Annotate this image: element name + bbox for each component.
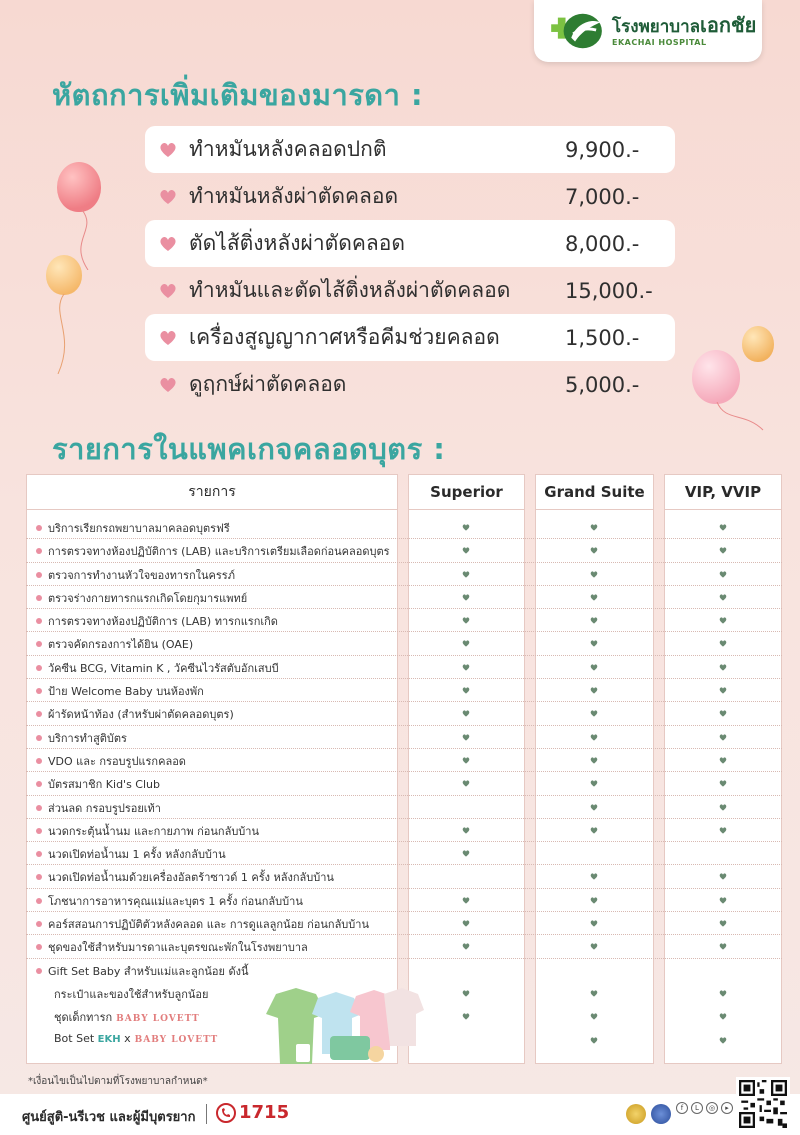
table-row [26,935,782,958]
row-label: นวดเปิดท่อน้ำนมด้วยเครื่องอัลตร้าซาวด์ 1 ครั้ง หลังกลับบ้าน [48,871,334,885]
balloon-orange [46,255,82,295]
row-label: ผ้ารัดหน้าท้อง (สำหรับผ่าตัดคลอดบุตร) [48,708,234,722]
gift-sub-text: Bot Set [54,1031,95,1045]
price-item-name: ตัดไส้ติ่งหลังผ่าตัดคลอด [189,231,406,255]
price-row [145,126,675,173]
row-label: คอร์สสอนการปฏิบัติตัวหลังคลอด และ การดูแลลูกน้อย ก่อนกลับบ้าน [48,918,369,932]
included-mark-superior-icon [462,640,470,647]
gift-sub-label [54,1008,200,1026]
heart-icon [159,377,177,393]
extras-title: หัตถการเพิ่มเติมของมารดา : [52,78,424,112]
table-row [26,796,782,819]
bullet-dot-icon [36,758,42,764]
price-item-name: ดูฤกษ์ผ่าตัดคลอด [189,372,347,396]
qr-code-icon[interactable] [736,1077,790,1131]
bullet-dot-icon [36,898,42,904]
included-mark-grand-suite-icon [590,827,598,834]
price-row [145,361,675,408]
included-mark-superior-icon [462,571,470,578]
included-mark-grand-suite-icon [590,757,598,764]
bullet-dot-icon [36,665,42,671]
baby-lovett-brand: BABY LOVETT [116,1014,200,1025]
row-label: ตรวจการทำงานหัวใจของทารกในครรภ์ [48,568,235,582]
heart-icon [159,330,177,346]
included-mark-superior-icon [462,757,470,764]
included-mark-vip-icon [719,804,727,811]
table-row [26,586,782,609]
hotline-number: 1715 [239,1102,290,1123]
included-mark-grand-suite-icon [590,547,598,554]
included-mark-vip-icon [719,897,727,904]
included-mark-grand-suite-icon [590,943,598,950]
footer-center-name: ศูนย์สูติ-นรีเวช และผู้มีบุตรยาก [22,1110,196,1125]
bullet-dot-icon [36,921,42,927]
row-label: ตรวจร่างกายทารกแรกเกิดโดยกุมารแพทย์ [48,591,248,605]
included-mark-superior-icon [462,920,470,927]
heart-icon [159,142,177,158]
bullet-dot-icon [36,735,42,741]
price-item-name: ทำหมันและตัดไส้ติ่งหลังผ่าตัดคลอด [189,278,511,302]
heart-icon [159,236,177,252]
bullet-dot-icon [36,525,42,531]
table-row [26,842,782,865]
included-mark-superior-icon [462,664,470,671]
included-mark-vip-icon [719,873,727,880]
social-icons [676,1102,733,1114]
included-mark-grand-suite-icon [590,734,598,741]
row-label: วัคซีน BCG, Vitamin K , วัคซีนไวรัสตับอักเสบบี [48,661,279,675]
included-mark-vip-icon [719,757,727,764]
table-row [26,889,782,912]
included-mark-grand-suite-icon [590,920,598,927]
logo-name-prefix: โรงพยาบาล [612,17,701,37]
table-row [26,539,782,562]
included-mark-grand-suite-icon [590,804,598,811]
included-mark-grand-suite-icon [590,664,598,671]
included-mark-superior-icon [462,850,470,857]
table-row [26,959,782,982]
table-row [26,912,782,935]
bullet-dot-icon [36,688,42,694]
included-mark-vip-icon [719,524,727,531]
header-vip: VIP, VVIP [664,474,782,510]
phone-icon [216,1103,236,1123]
row-label: บัตรสมาชิก Kid's Club [48,778,160,792]
included-mark-vip-icon [719,640,727,647]
bullet-dot-icon [36,874,42,880]
package-title: รายการในแพคเกจคลอดบุตร : [52,432,446,466]
baby-lovett-brand: BABY LOVETT [134,1034,219,1045]
price-row [145,314,675,361]
row-label: การตรวจทางห้องปฏิบัติการ (LAB) และบริการเตรียมเลือดก่อนคลอดบุตร [48,545,390,559]
table-row [26,702,782,725]
youtube-icon[interactable]: ▸ [721,1102,733,1114]
price-item-value: 7,000.- [565,184,640,209]
included-mark-vip-icon [719,594,727,601]
bullet-dot-icon [36,851,42,857]
included-mark-superior-icon [462,617,470,624]
included-mark-vip-icon [719,710,727,717]
gift-sub-text: กระเป๋าและของใช้สำหรับลูกน้อย [54,987,209,1001]
included-mark-vip-icon [719,990,727,997]
heart-icon [159,283,177,299]
bullet-dot-icon [36,828,42,834]
bullet-dot-icon [36,595,42,601]
price-item-value: 8,000.- [565,231,640,256]
included-mark-vip-icon [719,1013,727,1020]
table-row [26,726,782,749]
collab-x: x [124,1031,131,1045]
included-mark-grand-suite-icon [590,710,598,717]
price-row [145,220,675,267]
included-mark-grand-suite-icon [590,640,598,647]
bullet-dot-icon [36,711,42,717]
included-mark-superior-icon [462,710,470,717]
bullet-dot-icon [36,781,42,787]
included-mark-vip-icon [719,547,727,554]
included-mark-superior-icon [462,780,470,787]
footer-divider [206,1104,207,1124]
included-mark-superior-icon [462,1013,470,1020]
row-label: โภชนาการอาหารคุณแม่และบุตร 1 ครั้ง ก่อนกลับบ้าน [48,894,303,908]
balloon-string [705,402,765,432]
included-mark-vip-icon [719,617,727,624]
included-mark-grand-suite-icon [590,780,598,787]
included-mark-grand-suite-icon [590,687,598,694]
bullet-dot-icon [36,618,42,624]
included-mark-superior-icon [462,594,470,601]
included-mark-superior-icon [462,734,470,741]
row-label: นวดเปิดท่อน้ำนม 1 ครั้ง หลังกลับบ้าน [48,848,226,862]
included-mark-grand-suite-icon [590,524,598,531]
included-mark-grand-suite-icon [590,873,598,880]
table-row [26,679,782,702]
balloon-orange-right [742,326,774,362]
award-badge-icon [626,1104,646,1124]
line-icon[interactable]: L [691,1102,703,1114]
package-rows [26,516,782,1052]
footer [0,1094,800,1135]
gift-set-label: Gift Set Baby สำหรับแม่และลูกน้อย ดังนี้ [48,964,249,978]
price-item-name: ทำหมันหลังคลอดปกติ [189,137,387,161]
hospital-logo [534,0,762,62]
row-label: บริการทำสูติบัตร [48,731,127,745]
included-mark-grand-suite-icon [590,594,598,601]
included-mark-vip-icon [719,780,727,787]
balloon-string [50,294,80,374]
included-mark-superior-icon [462,943,470,950]
included-mark-superior-icon [462,990,470,997]
included-mark-superior-icon [462,827,470,834]
row-label: นวดกระตุ้นน้ำนม และกายภาพ ก่อนกลับบ้าน [48,824,259,838]
row-label: การตรวจทางห้องปฏิบัติการ (LAB) ทารกแรกเกิด [48,615,278,629]
included-mark-vip-icon [719,734,727,741]
header-grand-suite: Grand Suite [535,474,654,510]
included-mark-grand-suite-icon [590,990,598,997]
gift-sub-text: ชุดเด็กทารก [54,1011,113,1025]
logo-name-main: เอกชัย [700,13,757,37]
row-label: ชุดของใช้สำหรับมารดาและบุตรขณะพักในโรงพยาบาล [48,941,308,955]
included-mark-grand-suite-icon [590,897,598,904]
balloon-pink [57,162,101,212]
table-row [26,563,782,586]
row-label: ส่วนลด กรอบรูปรอยเท้า [48,801,161,815]
hotline[interactable] [216,1102,289,1123]
price-item-value: 5,000.- [565,372,640,397]
included-mark-vip-icon [719,687,727,694]
row-label: บริการเรียกรถพยาบาลมาคลอดบุตรฟรี [48,522,230,535]
table-row [26,819,782,842]
conditions-note: *เงื่อนไขเป็นไปตามที่โรงพยาบาลกำหนด* [28,1076,208,1087]
included-mark-vip-icon [719,827,727,834]
included-mark-grand-suite-icon [590,1013,598,1020]
price-row [145,173,675,220]
bullet-dot-icon [36,968,42,974]
row-label: VDO และ กรอบรูปแรกคลอด [48,754,186,768]
bullet-dot-icon [36,548,42,554]
ekh-logo-text: EKH [97,1033,121,1045]
included-mark-vip-icon [719,920,727,927]
header-superior: Superior [408,474,525,510]
certification-badge-icon [651,1104,671,1124]
included-mark-vip-icon [719,571,727,578]
price-item-name: ทำหมันหลังผ่าตัดคลอด [189,184,399,208]
included-mark-superior-icon [462,524,470,531]
included-mark-superior-icon [462,897,470,904]
accreditation-badges [626,1104,671,1124]
included-mark-grand-suite-icon [590,617,598,624]
balloon-pink-right [692,350,740,404]
table-row [26,609,782,632]
logo-name-en: EKACHAI HOSPITAL [612,38,707,47]
facebook-icon[interactable]: f [676,1102,688,1114]
table-row [26,656,782,679]
bullet-dot-icon [36,572,42,578]
table-row [26,632,782,655]
table-row [26,865,782,888]
gift-sub-label [54,1032,218,1045]
gift-sub-label [54,985,208,1003]
included-mark-vip-icon [719,664,727,671]
price-item-value: 1,500.- [565,325,640,350]
bullet-dot-icon [36,805,42,811]
included-mark-superior-icon [462,687,470,694]
bullet-dot-icon [36,641,42,647]
table-row [26,516,782,539]
price-item-name: เครื่องสูญญากาศหรือคีมช่วยคลอด [189,325,500,349]
instagram-icon[interactable]: ◎ [706,1102,718,1114]
included-mark-vip-icon [719,1037,727,1044]
included-mark-superior-icon [462,547,470,554]
included-mark-grand-suite-icon [590,571,598,578]
included-mark-grand-suite-icon [590,1037,598,1044]
price-item-value: 15,000.- [565,278,653,303]
table-row [26,772,782,795]
extras-price-list [145,126,675,408]
ekachai-logo-icon [548,9,606,53]
price-row [145,267,675,314]
row-label: ตรวจคัดกรองการได้ยิน (OAE) [48,638,194,652]
price-item-value: 9,900.- [565,137,640,162]
included-mark-vip-icon [719,943,727,950]
row-label: ป้าย Welcome Baby บนห้องพัก [48,685,204,699]
table-row [26,749,782,772]
header-item: รายการ [26,474,398,510]
heart-icon [159,189,177,205]
gift-set-image [256,984,426,1064]
bullet-dot-icon [36,944,42,950]
